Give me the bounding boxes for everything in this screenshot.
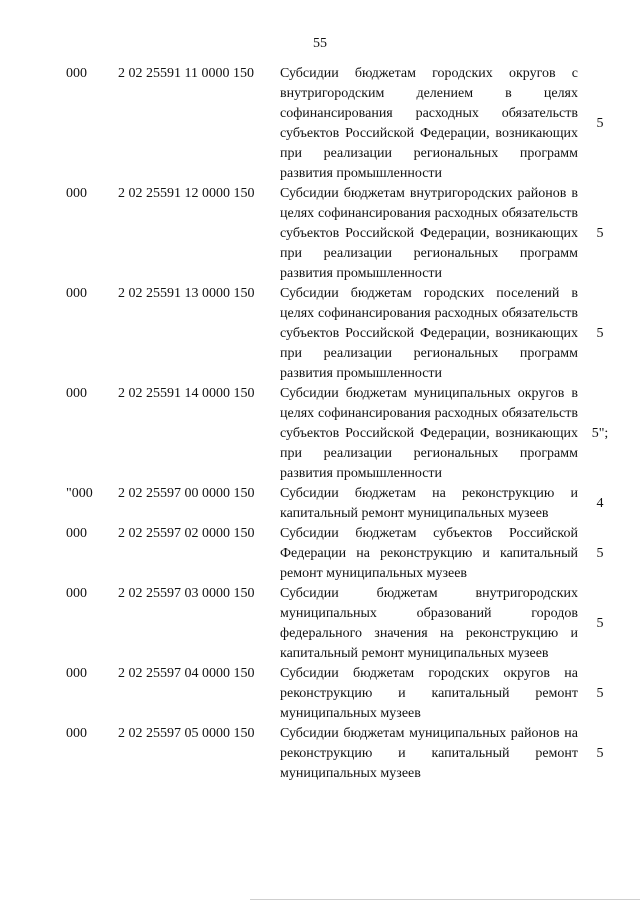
norm-cell: 5 [596,326,604,341]
table-row [66,284,622,384]
revenue-name-cell: Субсидии бюджетам городских поселений в целях софинансирования расходных обязательств субъектов Российской Федерации, возникающих при реализации региональных программ развития промышленности [280,286,578,381]
admin-code-cell: 000 [66,666,87,681]
revenue-name-cell: Субсидии бюджетам городских округов на реконструкцию и капитальный ремонт муниципальных музеев [280,666,578,721]
admin-code-cell: 000 [66,66,87,81]
kbk-code-cell: 2 02 25591 14 0000 150 [118,386,255,401]
norm-cell: 4 [596,496,604,511]
table-row [66,484,622,524]
norm-cell: 5 [596,616,604,631]
table-row [66,384,622,484]
admin-code-cell: 000 [66,186,87,201]
revenue-name-cell: Субсидии бюджетам муниципальных районов на реконструкцию и капитальный ремонт муниципальных музеев [280,726,578,781]
admin-code-cell: 000 [66,286,87,301]
kbk-code-cell: 2 02 25597 03 0000 150 [118,586,255,601]
table-row [66,584,622,664]
table-row [66,64,622,184]
norm-cell: 5 [596,686,604,701]
table-body [66,64,622,784]
admin-code-cell: 000 [66,526,87,541]
kbk-code-cell: 2 02 25597 00 0000 150 [118,486,255,501]
table-row [66,524,622,584]
revenue-name-cell: Субсидии бюджетам на реконструкцию и капитальный ремонт муниципальных музеев [280,486,578,521]
bottom-divider [250,899,640,900]
budget-classification-table [66,64,622,784]
admin-code-cell: 000 [66,726,87,741]
admin-code-cell: 000 [66,386,87,401]
kbk-code-cell: 2 02 25597 05 0000 150 [118,726,255,741]
kbk-code-cell: 2 02 25591 12 0000 150 [118,186,255,201]
norm-cell: 5 [596,546,604,561]
revenue-name-cell: Субсидии бюджетам городских округов с внутригородским делением в целях софинансирования расходных обязательств субъектов Российской Федерации, возникающих при реализации региональных программ развития промышленности [280,66,578,181]
table-row [66,664,622,724]
revenue-name-cell: Субсидии бюджетам внутригородских муниципальных образований городов федерального значения на реконструкцию и капитальный ремонт муниципальных музеев [280,586,578,661]
revenue-name-cell: Субсидии бюджетам муниципальных округов в целях софинансирования расходных обязательств субъектов Российской Федерации, возникающих при реализации региональных программ развития промышленности [280,386,578,481]
table-row [66,724,622,784]
revenue-name-cell: Субсидии бюджетам субъектов Российской Федерации на реконструкцию и капитальный ремонт муниципальных музеев [280,526,578,581]
kbk-code-cell: 2 02 25591 13 0000 150 [118,286,255,301]
revenue-name-cell: Субсидии бюджетам внутригородских районов в целях софинансирования расходных обязательств субъектов Российской Федерации, возникающих при реализации региональных программ развития промышленности [280,186,578,281]
norm-cell: 5"; [591,426,609,441]
table-row [66,184,622,284]
norm-cell: 5 [596,116,604,131]
norm-cell: 5 [596,226,604,241]
norm-cell: 5 [596,746,604,761]
kbk-code-cell: 2 02 25597 02 0000 150 [118,526,255,541]
kbk-code-cell: 2 02 25591 11 0000 150 [118,66,254,81]
admin-code-cell: 000 [66,586,87,601]
page-number: 55 [313,36,327,51]
kbk-code-cell: 2 02 25597 04 0000 150 [118,666,255,681]
admin-code-cell: "000 [66,486,93,501]
